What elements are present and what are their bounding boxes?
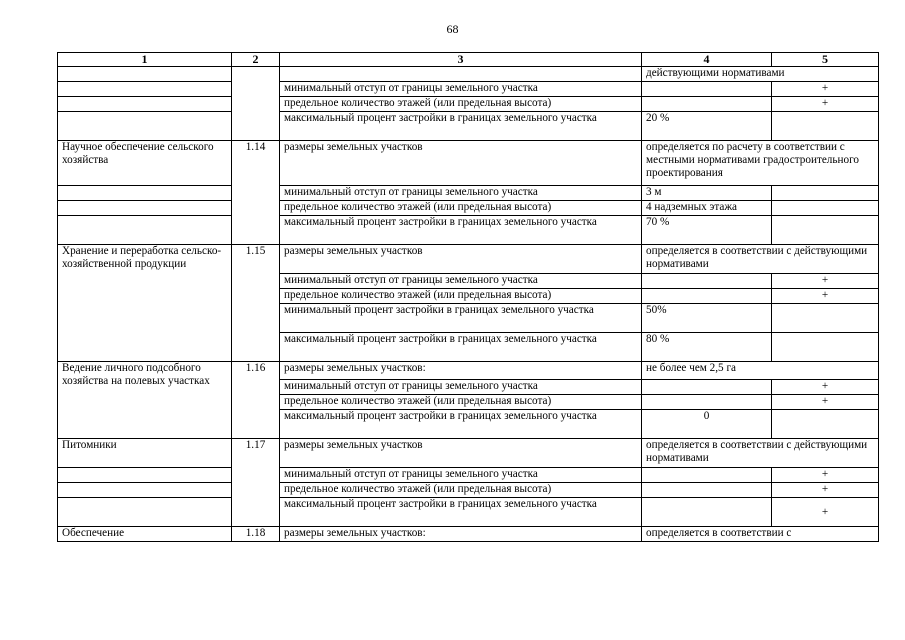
cell-value: определяется в соответствии с действующими нормативами <box>642 439 879 468</box>
cell-parameter: максимальный процент застройки в границах земельного участка <box>280 498 642 527</box>
cell-parameter: размеры земельных участков: <box>280 527 642 542</box>
cell-parameter: предельное количество этажей (или предельная высота) <box>280 483 642 498</box>
header-col-4: 4 <box>642 53 772 67</box>
table-row <box>58 245 879 274</box>
cell-value: действующими нормативами <box>642 67 879 82</box>
cell-parameter: минимальный отступ от границы земельного участка <box>280 82 642 97</box>
cell-plus: + <box>772 468 879 483</box>
cell-parameter: максимальный процент застройки в границах земельного участка <box>280 112 642 141</box>
cell-parameter: минимальный процент застройки в границах земельного участка <box>280 304 642 333</box>
cell-section-code: 1.15 <box>232 245 280 362</box>
cell-plus: + <box>772 289 879 304</box>
cell-value: 20 % <box>642 112 772 141</box>
regulations-table <box>57 52 879 542</box>
cell-value: определяется в соответствии с <box>642 527 879 542</box>
cell-parameter: предельное количество этажей (или предельная высота) <box>280 201 642 216</box>
cell-value: 0 <box>642 410 772 439</box>
cell-value: 50% <box>642 304 772 333</box>
cell-section-code: 1.14 <box>232 141 280 245</box>
cell-parameter: предельное количество этажей (или предельная высота) <box>280 289 642 304</box>
cell-parameter: минимальный отступ от границы земельного участка <box>280 274 642 289</box>
table-row <box>58 97 879 112</box>
table-row <box>58 82 879 97</box>
cell-section-name: Питомники <box>58 439 232 468</box>
table-row <box>58 112 879 141</box>
cell-plus: + <box>772 395 879 410</box>
cell-section-name: Ведение личного подсобного хозяйства на полевых участках <box>58 362 232 439</box>
cell-plus: + <box>772 380 879 395</box>
header-col-1: 1 <box>58 53 232 67</box>
cell-plus: + <box>772 97 879 112</box>
cell-parameter: минимальный отступ от границы земельного участка <box>280 186 642 201</box>
table-row <box>58 186 879 201</box>
cell-plus: + <box>772 483 879 498</box>
table-row <box>58 468 879 483</box>
cell-parameter: предельное количество этажей (или предельная высота) <box>280 395 642 410</box>
table-row <box>58 439 879 468</box>
cell-parameter: размеры земельных участков <box>280 245 642 274</box>
table-row <box>58 201 879 216</box>
cell-parameter: размеры земельных участков: <box>280 362 642 380</box>
table-row <box>58 498 879 527</box>
table-row <box>58 527 879 542</box>
cell-parameter: размеры земельных участков <box>280 439 642 468</box>
cell-parameter: максимальный процент застройки в границах земельного участка <box>280 216 642 245</box>
table-header-row <box>58 53 879 67</box>
cell-section-name: Научное обеспечение сельского хозяйства <box>58 141 232 186</box>
table-row <box>58 362 879 380</box>
header-col-5: 5 <box>772 53 879 67</box>
cell-value: 4 надземных этажа <box>642 201 772 216</box>
cell-section-name: Обеспечение <box>58 527 232 542</box>
cell-value: 80 % <box>642 333 772 362</box>
cell-plus: + <box>772 498 879 527</box>
cell-parameter: предельное количество этажей (или предельная высота) <box>280 97 642 112</box>
cell-value: определяется в соответствии с действующими нормативами <box>642 245 879 274</box>
cell-value: 3 м <box>642 186 772 201</box>
table-row <box>58 216 879 245</box>
cell-section-name: Хранение и переработка сельско-хозяйственной продукции <box>58 245 232 362</box>
cell-value: 70 % <box>642 216 772 245</box>
cell-parameter: максимальный процент застройки в границах земельного участка <box>280 410 642 439</box>
cell-section-code: 1.17 <box>232 439 280 527</box>
table-row <box>58 141 879 186</box>
table-row <box>58 67 879 82</box>
header-col-3: 3 <box>280 53 642 67</box>
cell-value: определяется по расчету в соответствии с местными нормативами градостроительного проектирования <box>642 141 879 186</box>
cell-plus: + <box>772 82 879 97</box>
cell-parameter: размеры земельных участков <box>280 141 642 186</box>
page-number: 68 <box>446 22 459 36</box>
cell-parameter: минимальный отступ от границы земельного участка <box>280 380 642 395</box>
header-col-2: 2 <box>232 53 280 67</box>
cell-parameter: максимальный процент застройки в границах земельного участка <box>280 333 642 362</box>
table-row <box>58 483 879 498</box>
cell-plus: + <box>772 274 879 289</box>
cell-parameter: минимальный отступ от границы земельного участка <box>280 468 642 483</box>
cell-section-code: 1.18 <box>232 527 280 542</box>
cell-section-code: 1.16 <box>232 362 280 439</box>
cell-value: не более чем 2,5 га <box>642 362 879 380</box>
